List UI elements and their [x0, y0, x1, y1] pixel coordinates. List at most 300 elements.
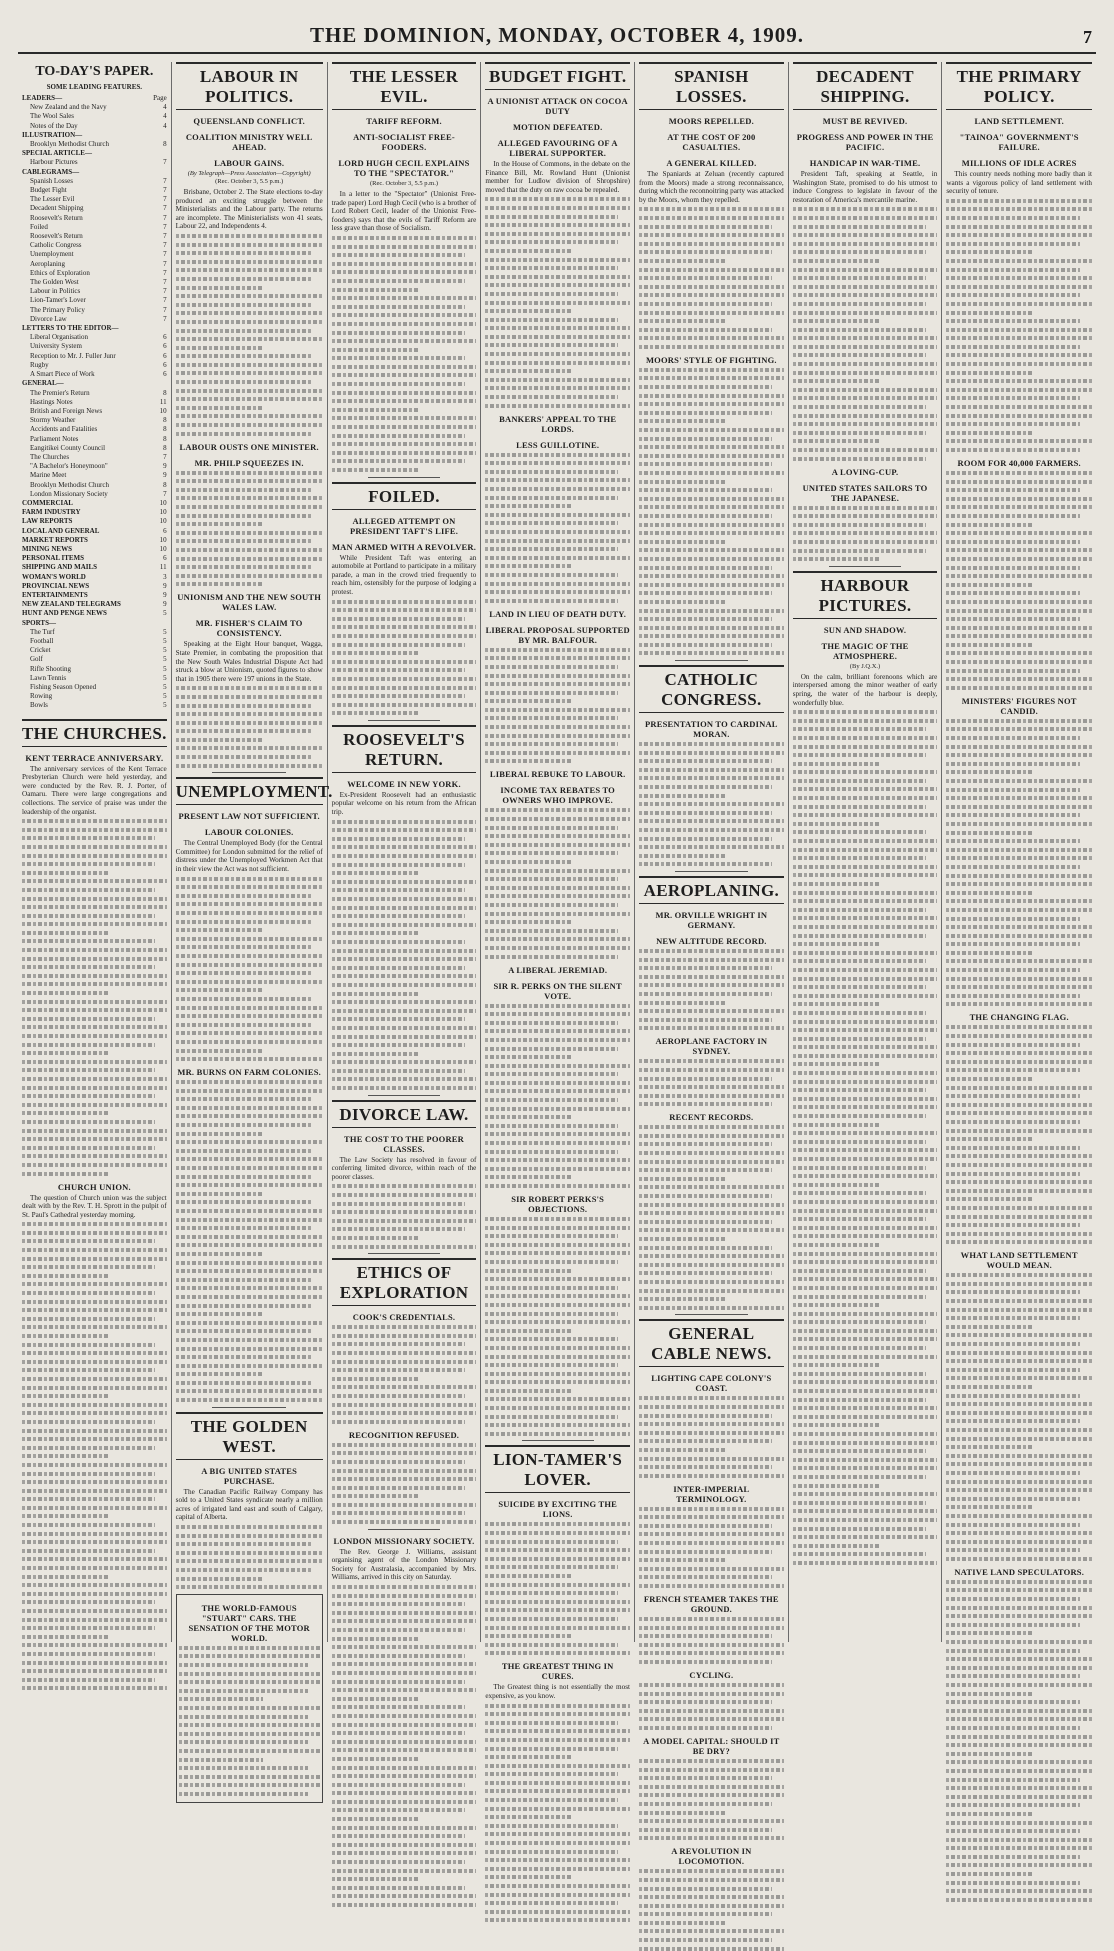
- toc-row: [22, 370, 167, 379]
- toc-row: [22, 315, 167, 324]
- text-block: [946, 1273, 1092, 1561]
- toc-row: [22, 168, 167, 177]
- article-subheading: MILLIONS OF IDLE ACRES: [961, 158, 1077, 168]
- text-block: [485, 1004, 630, 1188]
- toc-page: [165, 168, 167, 177]
- article-heading: ROOSEVELT'S RETURN.: [332, 725, 477, 773]
- churches-subheading: KENT TERRACE ANNIVERSARY.: [25, 752, 164, 763]
- toc-page: 4: [163, 103, 167, 112]
- toc-page: 11: [159, 563, 167, 572]
- toc-row: [22, 536, 167, 545]
- text-block: [485, 648, 630, 764]
- toc-entry: WOMAN'S WORLD: [22, 572, 86, 581]
- text-block: [332, 1443, 477, 1524]
- toc-page: 6: [163, 351, 167, 360]
- toc-entry: MARKET REPORTS: [22, 535, 88, 544]
- toc-page: 6: [163, 370, 167, 379]
- toc-row: [22, 619, 167, 628]
- toc-entry: Football: [30, 636, 54, 645]
- toc-page: 5: [163, 627, 167, 636]
- article-subheading: TARIFF REFORM.: [366, 116, 442, 126]
- article-paragraph: On the calm, brilliant forenoons which are interspersed among the minor weather of early spring, the water of the harbour is deeply, wonderfully blue.: [792, 672, 938, 707]
- text-block: [22, 1222, 167, 1690]
- toc-page: 7: [163, 296, 167, 305]
- article-subheading: CYCLING.: [689, 1670, 734, 1680]
- article-subheading: LESS GUILLOTINE.: [516, 439, 600, 450]
- text-block: [332, 1585, 477, 1907]
- article-subheading: WELCOME IN NEW YORK.: [347, 778, 461, 789]
- toc-entry: The Churches: [30, 452, 70, 461]
- toc-entry: PROVINCIAL NEWS: [22, 581, 90, 590]
- toc-page: Page: [153, 94, 167, 102]
- toc-row: [22, 637, 167, 646]
- toc-row: [22, 573, 167, 582]
- article-heading: BUDGET FIGHT.: [485, 62, 630, 90]
- toc-page: 8: [163, 425, 167, 434]
- text-block: [485, 1522, 630, 1655]
- text-block: [946, 471, 1092, 690]
- article-subheading: MINISTERS' FIGURES NOT CANDID.: [961, 695, 1077, 716]
- toc-page: 8: [163, 416, 167, 425]
- toc-page: 7: [163, 204, 167, 213]
- toc-row: [22, 333, 167, 342]
- toc-row: [22, 149, 167, 158]
- toc-page: 6: [163, 554, 167, 563]
- article-subheading: WHAT LAND SETTLEMENT WOULD MEAN.: [960, 1250, 1078, 1271]
- column-todays-paper: [18, 62, 172, 1642]
- toc-page: 9: [163, 462, 167, 471]
- article-paragraph: The Rev. George J. Williams, assistant organising agent of the London Missionary Society for Australasia, accompanied by Mrs. Williams, arrived in this city on Saturday.: [331, 1547, 477, 1582]
- toc-row: [22, 278, 167, 287]
- toc-row: [22, 232, 167, 241]
- toc-page: 5: [163, 673, 167, 682]
- text-block: [639, 1059, 784, 1106]
- toc-row: [22, 140, 167, 149]
- article-heading: LION-TAMER'S LOVER.: [485, 1445, 630, 1493]
- toc-entry: The Primary Policy: [30, 305, 85, 314]
- church-union-paragraph: The question of Church union was the subject dealt with by the Rev. T. H. Sprott in the pulpit of St. Paul's Cathedral yesterday morning.: [22, 1193, 167, 1219]
- advertisement-heading: THE WORLD-FAMOUS "STUART" CARS. THE SENSATION OF THE MOTOR WORLD.: [188, 1602, 310, 1643]
- advertisement-text: The Greatest thing is not essentially the most expensive, as you know.: [485, 1683, 631, 1700]
- toc-row: [22, 692, 167, 701]
- article-subheading: ALLEGED FAVOURING OF A LIBERAL SUPPORTER.: [497, 138, 618, 158]
- toc-entry: Parliament Notes: [30, 434, 79, 443]
- toc-page: [165, 149, 167, 158]
- text-block: [332, 820, 477, 1090]
- toc-row: [22, 352, 167, 361]
- toc-entry: University System: [30, 342, 82, 351]
- article-subheading: FRENCH STEAMER TAKES THE GROUND.: [643, 1594, 779, 1615]
- article-subheading: INCOME TAX REBATES TO OWNERS WHO IMPROVE.: [500, 785, 615, 806]
- columns: [18, 62, 1096, 1867]
- text-block: [176, 471, 323, 587]
- toc-entry: Accidents and Fatalities: [30, 425, 98, 434]
- toc-row: [22, 94, 167, 103]
- toc-page: 7: [163, 250, 167, 259]
- text-block: [793, 710, 938, 1565]
- toc-row: [22, 195, 167, 204]
- toc-row: [22, 398, 167, 407]
- toc-entry: Divorce Law: [30, 314, 67, 323]
- toc-entry: ILLUSTRATION—: [22, 130, 83, 139]
- toc-page: 5: [163, 664, 167, 673]
- toc-entry: Reception to Mr. J. Fuller Junr: [30, 351, 116, 360]
- article-subheading: HANDICAP IN WAR-TIME.: [809, 158, 921, 168]
- article-paragraph: The Spaniards at Zeluan (recently captured from the Moors) made a strong reconnaissance, during which the reconnoitring party was attacked by the Moors, whom they repelled.: [639, 170, 784, 204]
- text-block: [639, 742, 784, 866]
- article-subheading: ALLEGED ATTEMPT ON PRESIDENT TAFT'S LIFE.: [349, 515, 459, 536]
- toc-entry: The Golden West: [30, 278, 79, 287]
- text-block: [639, 1869, 784, 1950]
- article-subheading: BANKERS' APPEAL TO THE LORDS.: [499, 413, 617, 434]
- toc-entry: ENTERTAINMENTS: [22, 590, 88, 599]
- text-block: [332, 600, 477, 716]
- article-subheading: UNITED STATES SAILORS TO THE JAPANESE.: [802, 482, 928, 503]
- article-subheading: LIBERAL REBUKE TO LABOUR.: [489, 769, 626, 780]
- toc-page: 3: [163, 572, 167, 581]
- toc-page: 10: [159, 508, 167, 517]
- toc-row: [22, 204, 167, 213]
- toc-row: [22, 701, 167, 710]
- toc-entry: Rowing: [30, 692, 53, 701]
- toc-entry: Fishing Season Opened: [30, 683, 97, 691]
- article-subheading: SIR ROBERT PERKS'S OBJECTIONS.: [511, 1194, 605, 1214]
- text-block: [639, 1759, 784, 1840]
- toc-entry: NEW ZEALAND TELEGRAMS: [22, 600, 121, 609]
- toc-entry: Catholic Congress: [30, 241, 82, 250]
- toc-page: 7: [163, 232, 167, 241]
- toc-entry: FARM INDUSTRY: [22, 508, 81, 517]
- toc-page: 4: [163, 112, 167, 121]
- text-block: [639, 1396, 784, 1477]
- text-block: [332, 1184, 477, 1248]
- article-heading: HARBOUR PICTURES.: [793, 571, 938, 619]
- toc-entry: Ethics of Exploration: [30, 268, 90, 277]
- article-subheading: MOORS REPELLED.: [668, 116, 754, 126]
- toc-row: [22, 223, 167, 232]
- article-paragraph: While President Taft was entering an automobile at Portland to participate in a military parade, a man in the crowd tried frequently to reach him, ostensibly for the purpose of lodging a protest.: [331, 553, 477, 596]
- article-subheading: MR. PHILP SQUEEZES IN.: [194, 457, 304, 468]
- toc-page: 7: [163, 314, 167, 323]
- text-block: [639, 1125, 784, 1309]
- toc-row: [22, 444, 167, 453]
- article-subheading: NEW ALTITUDE RECORD.: [656, 935, 767, 946]
- toc-entry: Liberal Organisation: [30, 333, 88, 342]
- text-block: [639, 1507, 784, 1588]
- toc-page: 7: [163, 241, 167, 250]
- toc-entry: Roosevelt's Return: [30, 232, 83, 241]
- article-heading: GENERAL CABLE NEWS.: [639, 1319, 784, 1367]
- toc-entry: Cricket: [30, 646, 51, 655]
- toc-row: [22, 582, 167, 591]
- article-subheading: UNIONISM AND THE NEW SOUTH WALES LAW.: [177, 592, 322, 613]
- text-block: [176, 1080, 323, 1402]
- toc-entry: "A Bachelor's Honeymoon": [30, 462, 108, 471]
- text-block: [485, 808, 630, 958]
- toc-page: 5: [163, 683, 167, 691]
- article-subheading: MR. ORVILLE WRIGHT IN GERMANY.: [655, 909, 768, 930]
- toc-row: [22, 186, 167, 195]
- advertisement-heading: THE GREATEST THING IN CURES.: [501, 1661, 614, 1682]
- article-heading: CATHOLIC CONGRESS.: [639, 665, 784, 713]
- toc-entry: Brooklyn Methodist Church: [30, 480, 109, 489]
- toc-row: [22, 628, 167, 637]
- toc-row: [22, 416, 167, 425]
- toc-row: [22, 683, 167, 692]
- toc-page: 8: [163, 443, 167, 452]
- article-subheading: MR. FISHER'S CLAIM TO CONSISTENCY.: [195, 618, 303, 639]
- toc-entry: LETTERS TO THE EDITOR—: [22, 324, 119, 333]
- toc-entry: London Missionary Society: [30, 489, 108, 498]
- article-subheading: THE MAGIC OF THE ATMOSPHERE.: [821, 640, 909, 661]
- article-subheading: LABOUR COLONIES.: [204, 827, 294, 838]
- toc-page: [165, 379, 167, 388]
- table-of-contents: [22, 94, 167, 711]
- toc-page: 5: [163, 636, 167, 645]
- toc-page: 11: [159, 397, 167, 406]
- article-subheading: LONDON MISSIONARY SOCIETY.: [333, 1535, 475, 1546]
- article-heading: UNEMPLOYMENT.: [176, 777, 323, 805]
- toc-page: 10: [159, 498, 167, 507]
- toc-row: [22, 158, 167, 167]
- article-subheading: MR. BURNS ON FARM COLONIES.: [177, 1067, 321, 1078]
- toc-row: [22, 655, 167, 664]
- toc-entry: Labour in Politics: [30, 287, 81, 296]
- article-subheading: SIR R. PERKS ON THE SILENT VOTE.: [493, 980, 622, 1001]
- toc-row: [22, 131, 167, 140]
- toc-entry: Hastings Notes: [30, 397, 73, 406]
- toc-page: 9: [163, 590, 167, 599]
- toc-page: 6: [163, 360, 167, 369]
- article-subheading: ROOM FOR 40,000 FARMERS.: [957, 458, 1081, 468]
- article-heading: FOILED.: [332, 482, 477, 510]
- article-subheading: LABOUR GAINS.: [214, 158, 285, 168]
- article-heading: THE LESSER EVIL.: [332, 62, 477, 110]
- article-heading: THE PRIMARY POLICY.: [946, 62, 1092, 110]
- toc-entry: Bowls: [30, 701, 48, 710]
- toc-entry: Rifle Shooting: [30, 664, 72, 673]
- toc-row: [22, 296, 167, 305]
- toc-row: [22, 508, 167, 517]
- article-subheading: SUICIDE BY EXCITING THE LIONS.: [498, 1499, 618, 1520]
- toc-page: 7: [163, 268, 167, 277]
- text-block: [639, 1683, 784, 1730]
- article-subheading: PRESENT LAW NOT SUFFICIENT.: [178, 811, 320, 822]
- article-paragraph: This country needs nothing more badly than it wants a vigorous policy of land settlement with security of tenure.: [946, 170, 1093, 196]
- advertisement: [176, 1594, 323, 1804]
- column-labour-in-politics: [172, 62, 333, 1643]
- toc-page: 7: [163, 186, 167, 195]
- column-decadent-shipping: [789, 62, 943, 1642]
- toc-row: [22, 481, 167, 490]
- article-subheading: NATIVE LAND SPECULATORS.: [954, 1566, 1085, 1577]
- toc-page: 5: [163, 646, 167, 655]
- article-subheading: PROGRESS AND POWER IN THE PACIFIC.: [796, 132, 934, 152]
- article-subheading: A BIG UNITED STATES PURCHASE.: [201, 1465, 298, 1486]
- article-subheading: "TAINOA" GOVERNMENT'S FAILURE.: [959, 132, 1079, 152]
- toc-page: 6: [163, 342, 167, 351]
- toc-entry: CABLEGRAMS—: [22, 167, 80, 176]
- toc-page: 7: [163, 305, 167, 314]
- article-paragraph: Speaking at the Eight Hour banquet, Wagga, State Premier, in combating the proposition that the New South Wales Industrial Dispute Act had struck a blow at Unionism, quoted figures to show that in 1905 there were 197 unions in the State.: [175, 640, 323, 683]
- article-subheading: A LIBERAL JEREMIAD.: [508, 964, 608, 975]
- toc-page: 7: [163, 176, 167, 185]
- text-block: [946, 199, 1092, 452]
- toc-row: [22, 591, 167, 600]
- article-subheading: MOTION DEFEATED.: [512, 122, 603, 132]
- toc-entry: SHIPPING AND MAILS: [22, 563, 98, 572]
- text-block: [485, 1217, 630, 1436]
- toc-entry: LAW REPORTS: [22, 517, 73, 526]
- article-paragraph: The Central Unemployed Body (for the Central Committee) for London submitted for the relief of distress under the Unemployed Workmen Act that in their view the Act was not sufficient.: [175, 839, 323, 874]
- article-paragraph: Brisbane, October 2. The State elections to-day produced an exciting struggle between the Ministerialists and the Labour party. The returns are incomplete. The Ministerialists won 41 seats, Labour 22, and Independents 4.: [175, 188, 323, 231]
- toc-row: [22, 361, 167, 370]
- toc-row: [22, 342, 167, 351]
- toc-row: [22, 177, 167, 186]
- toc-page: 7: [163, 452, 167, 461]
- toc-row: [22, 435, 167, 444]
- toc-entry: A Smart Piece of Work: [30, 370, 95, 379]
- toc-row: [22, 517, 167, 526]
- toc-row: [22, 609, 167, 618]
- article-subheading: COOK'S CREDENTIALS.: [352, 1312, 456, 1323]
- article-subheading: SUN AND SHADOW.: [823, 624, 907, 635]
- article-subheading: MUST BE REVIVED.: [822, 116, 908, 126]
- text-block: [485, 197, 630, 407]
- toc-entry: LOCAL AND GENERAL: [22, 526, 100, 535]
- toc-page: 10: [159, 517, 167, 526]
- toc-row: [22, 425, 167, 434]
- toc-page: 9: [163, 581, 167, 590]
- toc-entry: Rugby: [30, 360, 49, 369]
- page-number: 7: [1083, 27, 1092, 47]
- toc-entry: Stormy Weather: [30, 416, 76, 425]
- article-paragraph: In a letter to the "Spectator" (Unionist Free-trade paper) Lord Hugh Cecil (who is a brother of Lord Robert Cecil, leader of the Unionist Free-fooders) says that the evils of Tariff Reform are less grave than those of Socialism.: [331, 190, 477, 233]
- article-heading: SPANISH LOSSES.: [639, 62, 784, 110]
- article-subheading: COALITION MINISTRY WELL AHEAD.: [185, 132, 313, 152]
- toc-row: [22, 306, 167, 315]
- toc-entry: Decadent Shipping: [30, 204, 84, 213]
- toc-entry: PERSONAL ITEMS: [22, 554, 85, 563]
- text-block: [176, 686, 323, 767]
- toc-entry: The Wool Sales: [30, 112, 75, 121]
- toc-page: 10: [159, 406, 167, 415]
- toc-page: 7: [163, 158, 167, 167]
- column-lesser-evil: [328, 62, 482, 1642]
- article-subheading: AEROPLANE FACTORY IN SYDNEY.: [655, 1036, 768, 1057]
- article-subheading: A UNIONIST ATTACK ON COCOA DUTY: [487, 96, 628, 116]
- toc-entry: Foiled: [30, 222, 48, 231]
- article-heading: AEROPLANING.: [639, 876, 784, 904]
- text-block: [639, 207, 784, 349]
- toc-row: [22, 112, 167, 121]
- text-block: [176, 877, 323, 1061]
- article-subheading: RECOGNITION REFUSED.: [348, 1429, 460, 1440]
- toc-row: [22, 260, 167, 269]
- toc-row: [22, 600, 167, 609]
- text-block: [176, 234, 323, 436]
- article-subheading: LAND IN LIEU OF DEATH DUTY.: [489, 608, 627, 619]
- toc-row: [22, 389, 167, 398]
- article-subheading: MOORS' STYLE OF FIGHTING.: [645, 354, 777, 365]
- article-subheading: PRESENTATION TO CARDINAL MORAN.: [645, 719, 778, 740]
- toc-page: 5: [163, 692, 167, 701]
- article-heading: DIVORCE LAW.: [332, 1100, 477, 1128]
- toc-page: 10: [159, 535, 167, 544]
- toc-row: [22, 287, 167, 296]
- text-block: [176, 1525, 323, 1589]
- toc-entry: New Zealand and the Navy: [30, 103, 107, 112]
- toc-page: 8: [163, 480, 167, 489]
- toc-entry: Lion-Tamer's Lover: [30, 296, 86, 305]
- article-paragraph: In the House of Commons, in the debate on the Finance Bill, Mr. Rowland Hunt (Unionist member for Ludlow division of Shropshire) moved that the duty on raw cocoa be repealed.: [485, 160, 631, 194]
- wire-credit: (By Telegraph—Press Association—Copyright): [187, 170, 311, 177]
- text-block: [485, 453, 630, 603]
- toc-page: 8: [163, 388, 167, 397]
- toc-page: 5: [163, 701, 167, 710]
- toc-entry: The Lesser Evil: [30, 195, 75, 204]
- article-subheading: THE CHANGING FLAG.: [969, 1012, 1069, 1023]
- toc-row: [22, 462, 167, 471]
- toc-page: 7: [163, 213, 167, 222]
- toc-entry: Budget Fight: [30, 186, 67, 195]
- toc-entry: HUNT AND PENGE NEWS: [22, 609, 107, 618]
- toc-entry: Spanish Losses: [30, 176, 73, 185]
- toc-entry: The Turf: [30, 627, 55, 636]
- text-block: [332, 1325, 477, 1424]
- article-subheading: MAN ARMED WITH A REVOLVER.: [331, 541, 477, 552]
- column-primary-policy: [942, 62, 1096, 1642]
- toc-page: 9: [163, 471, 167, 480]
- article-heading: LABOUR IN POLITICS.: [176, 62, 323, 110]
- article-subheading: RECENT RECORDS.: [669, 1112, 754, 1123]
- byline: (By J.Q.X.): [849, 662, 881, 670]
- toc-page: [165, 619, 167, 628]
- toc-page: 9: [163, 600, 167, 609]
- toc-page: 7: [163, 278, 167, 287]
- article-subheading: LAND SETTLEMENT.: [974, 116, 1064, 126]
- toc-page: 7: [163, 489, 167, 498]
- toc-entry: GENERAL—: [22, 379, 64, 388]
- toc-title: TO-DAY'S PAPER.: [35, 64, 154, 79]
- toc-entry: Lawn Tennis: [30, 673, 67, 682]
- toc-row: [22, 250, 167, 259]
- toc-page: 5: [163, 609, 167, 618]
- text-block: [946, 1580, 1092, 1902]
- toc-row: [22, 554, 167, 563]
- toc-page: 6: [163, 333, 167, 342]
- article-subheading: INTER-IMPERIAL TERMINOLOGY.: [673, 1483, 750, 1504]
- article-subheading: LORD HUGH CECIL EXPLAINS TO THE "SPECTATOR.": [338, 158, 470, 178]
- toc-entry: Golf: [30, 655, 43, 664]
- article-heading: DECADENT SHIPPING.: [793, 62, 938, 110]
- article-heading: ETHICS OF EXPLORATION: [332, 1258, 477, 1306]
- toc-row: [22, 646, 167, 655]
- toc-page: 10: [159, 544, 167, 553]
- toc-row: [22, 103, 167, 112]
- text-block: [639, 368, 784, 656]
- text-block: [793, 506, 938, 562]
- toc-row: [22, 379, 167, 388]
- article-subheading: LABOUR OUSTS ONE MINISTER.: [179, 441, 319, 452]
- toc-entry: Aeroplaning: [30, 259, 65, 268]
- toc-entry: COMMERCIAL: [22, 498, 73, 507]
- article-paragraph: The Law Society has resolved in favour of conferring limited divorce, within reach of the poorer classes.: [331, 1155, 477, 1181]
- toc-row: [22, 665, 167, 674]
- toc-entry: SPORTS—: [22, 618, 56, 627]
- toc-row: [22, 453, 167, 462]
- toc-entry: Eangitikei County Council: [30, 443, 106, 452]
